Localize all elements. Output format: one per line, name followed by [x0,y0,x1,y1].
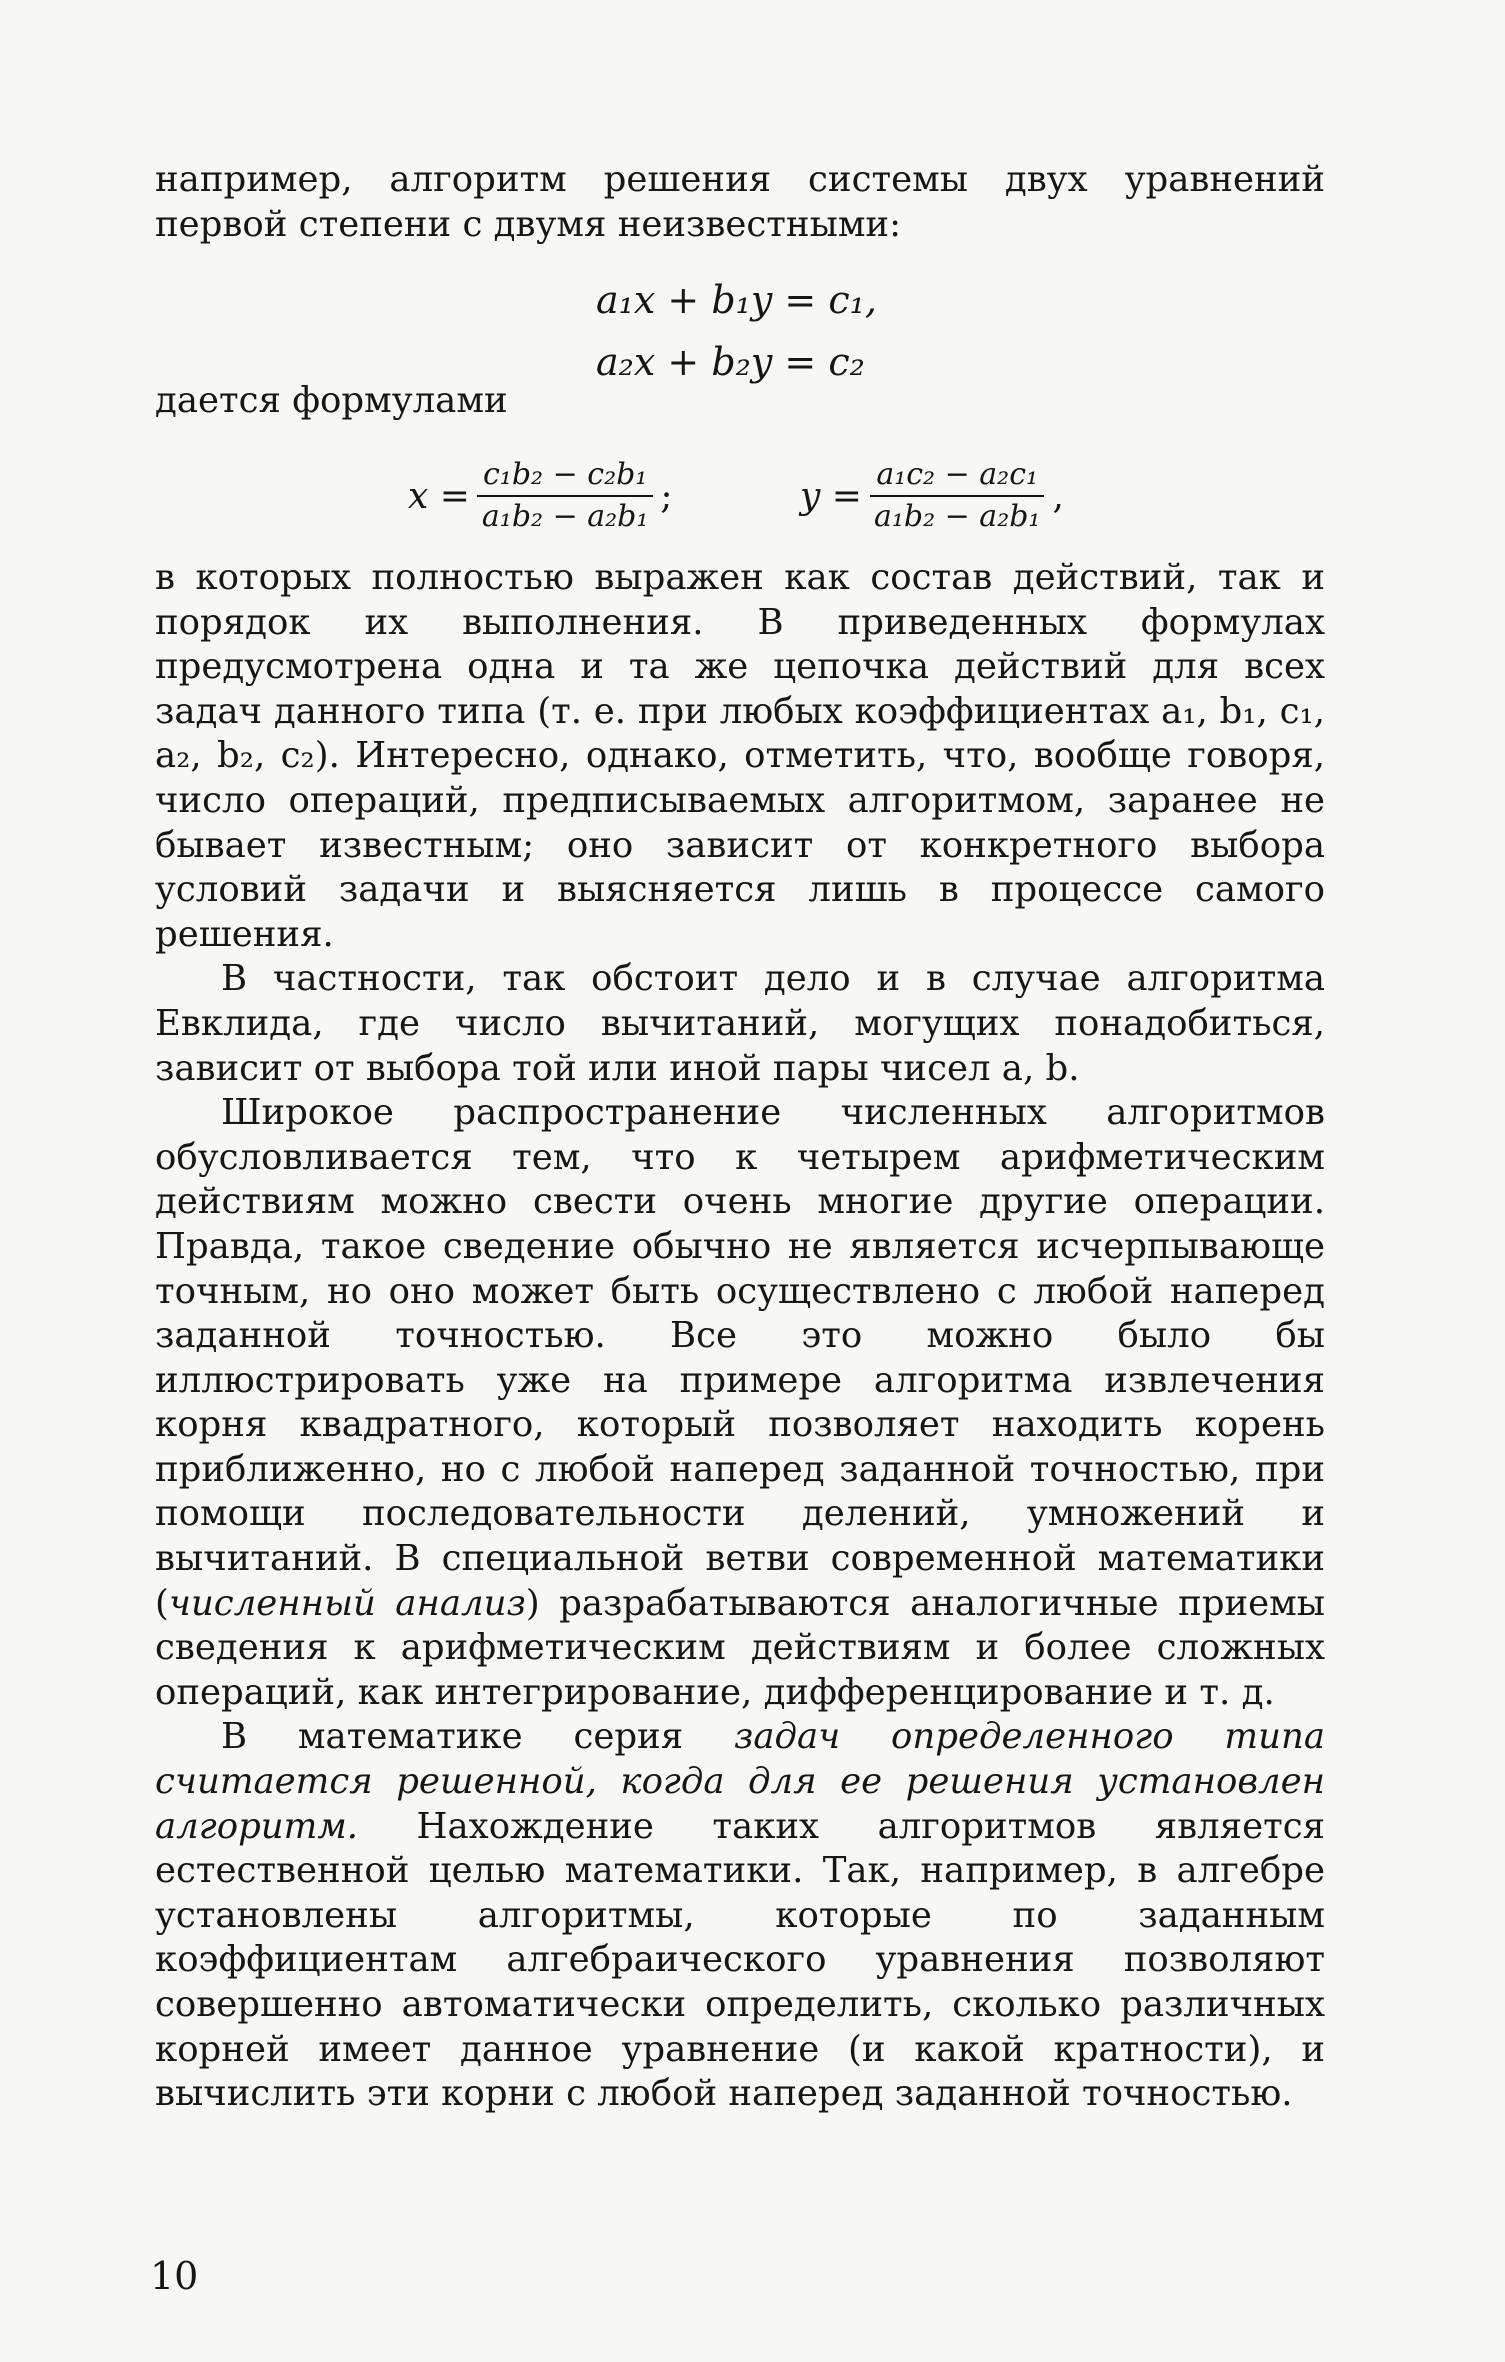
formula-y-fraction [868,455,1047,537]
formula-x-punct: ; [660,475,673,517]
paragraph-3-italic: численный анализ [168,1582,526,1624]
paragraph-3-end: ) разрабатываются аналогичные приемы сведения к арифметическим действиям и более сложных операций, как интегрирование, дифференцирование и т. д. [155,1582,1326,1713]
formula-y-numerator: a₁c₂ − a₂c₁ [870,455,1044,497]
equation-1: a₁x + b₁y = c₁, [596,278,877,322]
intro-text: например, алгоритм решения системы двух уравнений первой степени с двумя неизвестными: [155,159,1325,245]
intro-paragraph [155,158,1325,247]
paragraph-1: в которых полностью выражен как состав действий, так и порядок их выполнения. В приведенных формулах предусмотрена одна и та же цепочка действий для всех задач данного типа (т. е. при любых коэффициентах a₁, b₁, c₁, a₂, b₂, c₂). Интересно, однако, отметить, что, вообще говоря, число операций, предписываемых алгоритмом, заранее не бывает известным; оно зависит от конкретного выбора условий задачи и выясняется лишь в процессе самого решения. [155,557,1325,955]
formula-y-lhs: y = [800,475,862,517]
formula-x-numerator: c₁b₂ − c₂b₁ [477,455,653,497]
paragraph-2: В частности, так обстоит дело и в случае алгоритма Евклида, где число вычитаний, могущих понадобиться, зависит от выбора той или иной пары чисел a, b. [155,958,1325,1089]
paragraph-3 [155,1091,1325,1715]
formula-x-lhs: x = [408,475,470,517]
formulas-label: дается формулами [155,380,508,421]
paragraph-4-italic: задач определенного типа считается решенной, когда для ее решения установлен алгоритм. [155,1716,1325,1847]
paragraph-3-start: Широкое распространение численных алгоритмов обусловливается тем, что к четырем арифметическим действиям можно свести очень многие другие операции. Правда, такое сведение обычно не является исчерпывающе точным, но оно может быть осуществлено с любой наперед заданной точностью. Все это можно было бы иллюстрировать уже на примере алгоритма извлечения корня квадратного, который позволяет находить корень приближенно, но с любой наперед заданной точностью, при помощи последовательности делений, умножений и вычитаний. В специальной ветви современной математики ( [155,1092,1325,1624]
formula-x-fraction [476,455,655,537]
paragraph-4-end: Нахождение таких алгоритмов является естественной целью математики. Так, например, в алгебре установлены алгоритмы, которые по заданным коэффициентам алгебраического уравнения позволяют совершенно автоматически определить, сколько различных корней имеет данное уравнение (и какой кратности), и вычислить эти корни с любой наперед заданной точностью. [155,1805,1325,2115]
paragraph-4-start: В математике серия [221,1716,734,1758]
formula-y-denominator: a₁b₂ − a₂b₁ [873,499,1041,534]
equation-2: a₂x + b₂y = c₂ [596,340,865,384]
formula-y [800,455,1064,537]
formula-y-punct: , [1052,475,1064,517]
formula-x-denominator: a₁b₂ − a₂b₁ [481,499,649,534]
page-number: 10 [150,2254,199,2298]
paragraph-4 [155,1715,1325,2116]
formula-x [408,455,673,537]
body-text [155,556,1325,2117]
